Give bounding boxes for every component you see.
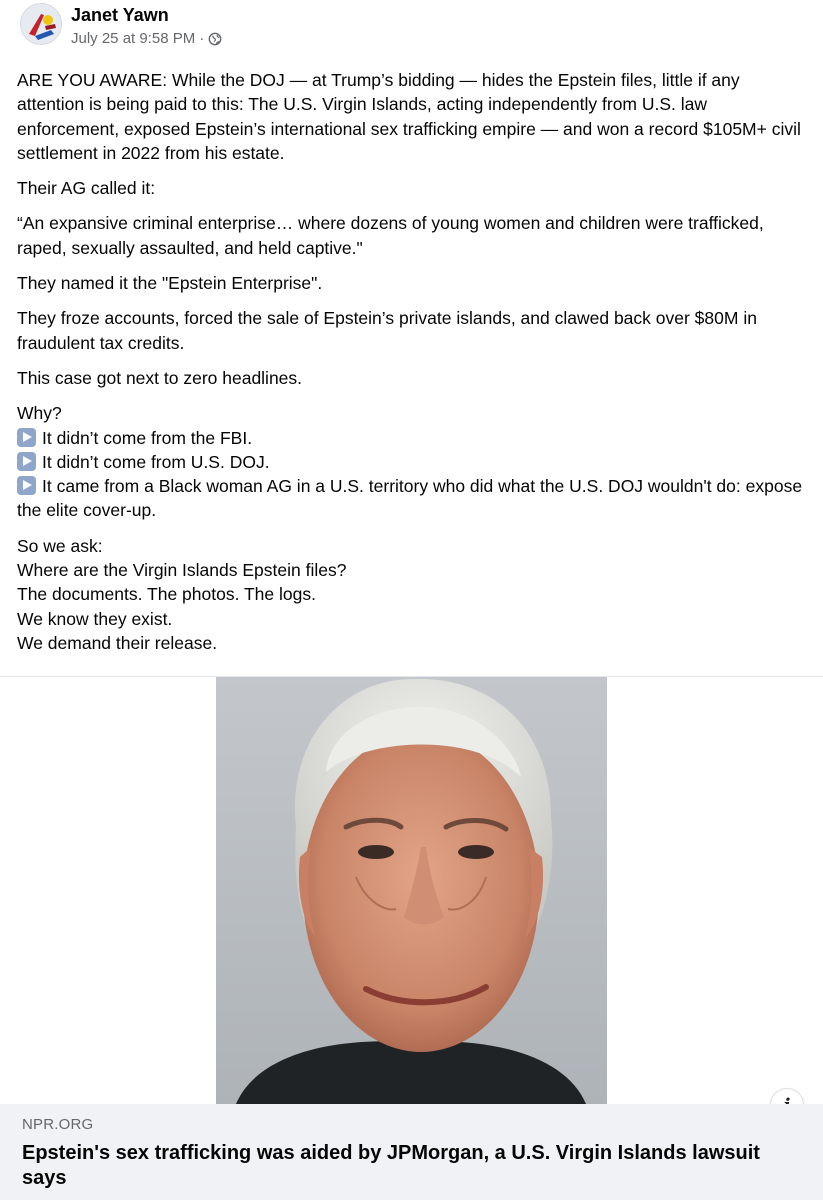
bullet-text: It came from a Black woman AG in a U.S. territory who did what the U.S. DOJ wouldn't do: expose the elite cover-up. bbox=[17, 476, 803, 521]
link-preview-image[interactable] bbox=[216, 677, 607, 1104]
why-heading: Why? bbox=[17, 403, 62, 424]
play-button-icon bbox=[17, 428, 36, 447]
meta-separator: · bbox=[199, 30, 205, 47]
bullet-item bbox=[17, 474, 807, 523]
author-name[interactable]: Janet Yawn bbox=[71, 5, 169, 25]
bullet-item bbox=[17, 426, 807, 450]
post-paragraph: This case got next to zero headlines. bbox=[17, 367, 303, 388]
link-title[interactable]: Epstein's sex trafficking was aided by JPMorgan, a U.S. Virgin Islands lawsuit says bbox=[22, 1142, 760, 1189]
portrait-photo bbox=[216, 677, 607, 1104]
play-button-icon bbox=[17, 452, 36, 471]
closing-block bbox=[17, 534, 807, 655]
avatar-image bbox=[21, 4, 62, 45]
post-paragraph: They named it the "Epstein Enterprise". bbox=[17, 273, 323, 294]
bullet-text: It didn’t come from U.S. DOJ. bbox=[42, 451, 270, 472]
post-paragraph: “An expansive criminal enterprise… where dozens of young women and children were trafficked, raped, sexually assaulted, and held captive." bbox=[17, 213, 764, 258]
closing-line: The documents. The photos. The logs. bbox=[17, 584, 316, 605]
post-meta bbox=[71, 29, 222, 49]
globe-icon[interactable] bbox=[208, 32, 222, 46]
closing-line: We demand their release. bbox=[17, 632, 218, 653]
link-domain: NPR.ORG bbox=[22, 1116, 94, 1133]
post-paragraph: They froze accounts, forced the sale of Epstein’s private islands, and clawed back over $80M in fraudulent tax credits. bbox=[17, 308, 757, 353]
play-button-icon bbox=[17, 476, 36, 495]
avatar[interactable] bbox=[20, 3, 62, 45]
link-preview-footer[interactable] bbox=[0, 1104, 823, 1200]
post-text bbox=[17, 68, 807, 666]
why-block bbox=[17, 401, 807, 522]
closing-line: So we ask: bbox=[17, 535, 103, 556]
closing-line: Where are the Virgin Islands Epstein files? bbox=[17, 560, 347, 581]
post-timestamp[interactable]: July 25 at 9:58 PM bbox=[71, 30, 196, 47]
post-paragraph: Their AG called it: bbox=[17, 178, 156, 199]
bullet-item bbox=[17, 450, 807, 474]
closing-line: We know they exist. bbox=[17, 608, 173, 629]
bullet-text: It didn’t come from the FBI. bbox=[42, 427, 253, 448]
post-paragraph: ARE YOU AWARE: While the DOJ — at Trump’s bidding — hides the Epstein files, little if any attention is being paid to this: The U.S. Virgin Islands, acting independently from U.S. law enforcement, exposed Epstein’s international sex trafficking empire — and won a record $105M+ civil settlement in 2022 from his estate. bbox=[17, 70, 801, 163]
post-header bbox=[20, 3, 222, 49]
